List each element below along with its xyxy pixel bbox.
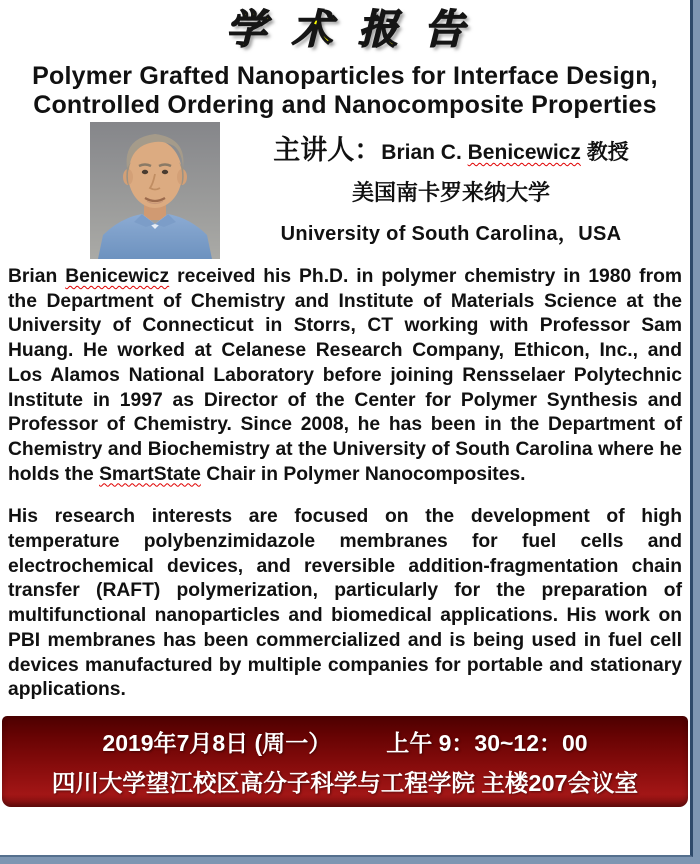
research-paragraph: His research interests are focused on the development of high temperature polybenzimidazole membranes for fuel cells and electrochemical devices, and reversible addition-fragmentation chain transfer (RAFT) polymerization, particularly for the preparation of multifunctional nanoparticles and biomedical applications. His work on PBI membranes has been commercialized and is being used in fuel cell devices manufactured by multiple companies for portable and stationary applications.: [8, 506, 682, 701]
speaker-surname: Benicewicz: [467, 141, 581, 164]
talk-title-line1: Polymer Grafted Nanoparticles for Interface Design,: [32, 62, 658, 90]
misspelled-word-smartstate: SmartState: [99, 463, 201, 485]
speaker-title-suffix: 教授: [580, 141, 629, 164]
speaker-section: [0, 122, 690, 261]
footer-time: 上午 9：30~12：00: [386, 729, 588, 756]
talk-title: [0, 62, 690, 119]
speaker-name-line: [220, 128, 682, 167]
bio-paragraph: [8, 265, 682, 487]
speaker-affiliation-cn: 美国南卡罗来纳大学: [351, 180, 550, 205]
bio-text-2: received his Ph.D. in polymer chemistry in 1980 from the Department of Chemistry and Institute of Materials Science at the University of Connecticut in Storrs, CT working with Professor Sam Huang. He worked at Celanese Research Company, Ethicon, Inc., and Los Alamos National Laboratory before joining Rensselaer Polytechnic Institute in 1997 as Director of the Center for Polymer Synthesis and Professor of Chemistry. Since 2008, he has been in the Department of Chemistry and Biochemistry at the University of South Carolina where he holds the: [8, 266, 682, 485]
footer-banner: [2, 716, 688, 807]
bio-text-3: Chair in Polymer Nanocomposites.: [200, 463, 526, 485]
footer-datetime-line: [2, 725, 688, 758]
calligraphy-banner-title: 学术报告: [226, 6, 490, 53]
speaker-info: [220, 122, 690, 246]
speaker-photo: [90, 122, 220, 259]
bio-text-1: Brian: [8, 266, 66, 287]
speaker-name-prefix: Brian C.: [381, 141, 468, 164]
footer-location: 四川大学望江校区高分子科学与工程学院 主楼207会议室: [51, 769, 639, 796]
misspelled-word-benicewicz: Benicewicz: [65, 266, 170, 287]
speaker-label: 主讲人：: [273, 135, 382, 165]
talk-title-line2: Controlled Ordering and Nanocomposite Properties: [33, 90, 657, 119]
footer-date: 2019年7月8日 (周一）: [102, 729, 332, 756]
speaker-affiliation-en: University of South Carolina，USA: [280, 223, 622, 245]
